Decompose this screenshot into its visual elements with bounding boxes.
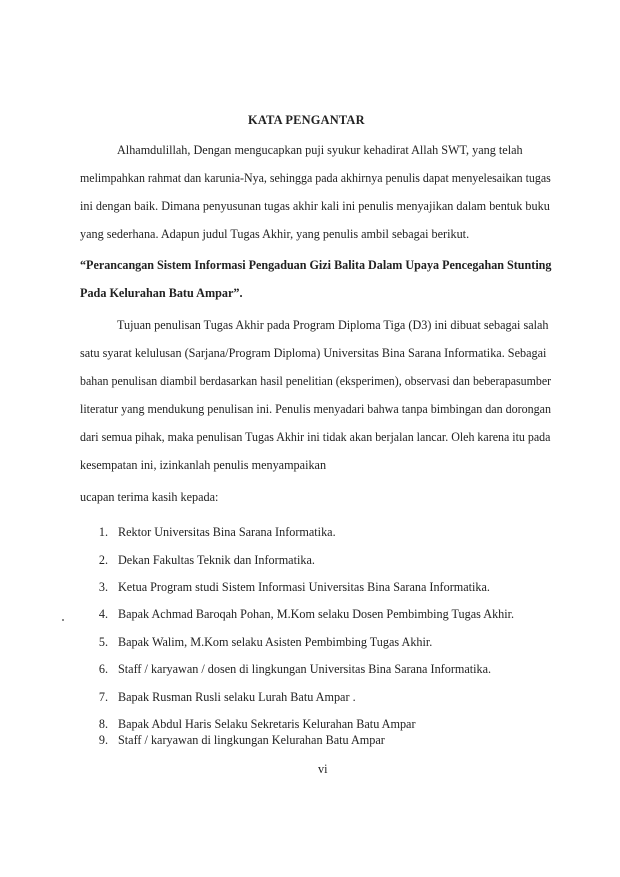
list-item-number: 6. (98, 662, 108, 676)
list-item-text: Bapak Achmad Baroqah Pohan, M.Kom selaku Dosen Pembimbing Tugas Akhir. (118, 607, 515, 621)
page-title: KATA PENGANTAR (248, 113, 365, 127)
list-item-number: 3. (98, 580, 108, 594)
paragraph-2-line-2: satu syarat kelulusan (Sarjana/Program Diploma) Universitas Bina Sarana Informatika. Sebagai (80, 346, 547, 360)
page-number: vi (318, 762, 328, 776)
thesis-title-line-1: “Perancangan Sistem Informasi Pengaduan Gizi Balita Dalam Upaya Pencegahan Stunting (80, 258, 552, 272)
list-item-text: Staff / karyawan / dosen di lingkungan Universitas Bina Sarana Informatika. (118, 662, 492, 676)
paragraph-2-line-6: kesempatan ini, izinkanlah penulis menyampaikan (80, 458, 327, 472)
list-item-text: Bapak Walim, M.Kom selaku Asisten Pembimbing Tugas Akhir. (118, 635, 433, 649)
paragraph-2-line-4: literatur yang mendukung penulisan ini. Penulis menyadari bahwa tanpa bimbingan dan dorongan (80, 402, 552, 416)
thesis-title-line-2: Pada Kelurahan Batu Ampar”. (80, 286, 243, 300)
list-item-text: Rektor Universitas Bina Sarana Informatika. (118, 525, 336, 539)
paragraph-1-line-4: yang sederhana. Adapun judul Tugas Akhir, yang penulis ambil sebagai berikut. (80, 227, 470, 241)
paragraph-1-line-1: Alhamdulillah, Dengan mengucapkan puji syukur kehadirat Allah SWT, yang telah (117, 143, 523, 157)
list-item-number: 4. (98, 607, 108, 621)
paragraph-1-line-3: ini dengan baik. Dimana penyusunan tugas akhir kali ini penulis menyajikan dalam bentuk buku (80, 199, 550, 213)
list-item-number: 7. (98, 690, 108, 704)
thanks-intro: ucapan terima kasih kepada: (80, 490, 219, 504)
list-item-text: Ketua Program studi Sistem Informasi Universitas Bina Sarana Informatika. (118, 580, 490, 594)
paragraph-1-line-2: melimpahkan rahmat dan karunia-Nya, sehingga pada akhirnya penulis dapat menyelesaikan tugas (80, 171, 551, 185)
list-item-text: Bapak Rusman Rusli selaku Lurah Batu Ampar . (118, 690, 356, 704)
list-item-text: Bapak Abdul Haris Selaku Sekretaris Kelurahan Batu Ampar (118, 717, 416, 731)
list-item-number: 5. (98, 635, 108, 649)
list-item-number: 9. (98, 733, 108, 747)
paragraph-2-line-3: bahan penulisan diambil berdasarkan hasil penelitian (eksperimen), observasi dan beberapasumber (80, 374, 552, 388)
list-item-text: Staff / karyawan di lingkungan Kelurahan Batu Ampar (118, 733, 385, 747)
scan-speck (62, 619, 64, 621)
list-item-number: 2. (98, 553, 108, 567)
list-item-number: 1. (98, 525, 108, 539)
list-item-number: 8. (98, 717, 108, 731)
list-item-text: Dekan Fakultas Teknik dan Informatika. (118, 553, 315, 567)
paragraph-2-line-5: dari semua pihak, maka penulisan Tugas Akhir ini tidak akan berjalan lancar. Oleh karena itu pada (80, 430, 551, 444)
paragraph-2-line-1: Tujuan penulisan Tugas Akhir pada Program Diploma Tiga (D3) ini dibuat sebagai salah (117, 318, 549, 332)
